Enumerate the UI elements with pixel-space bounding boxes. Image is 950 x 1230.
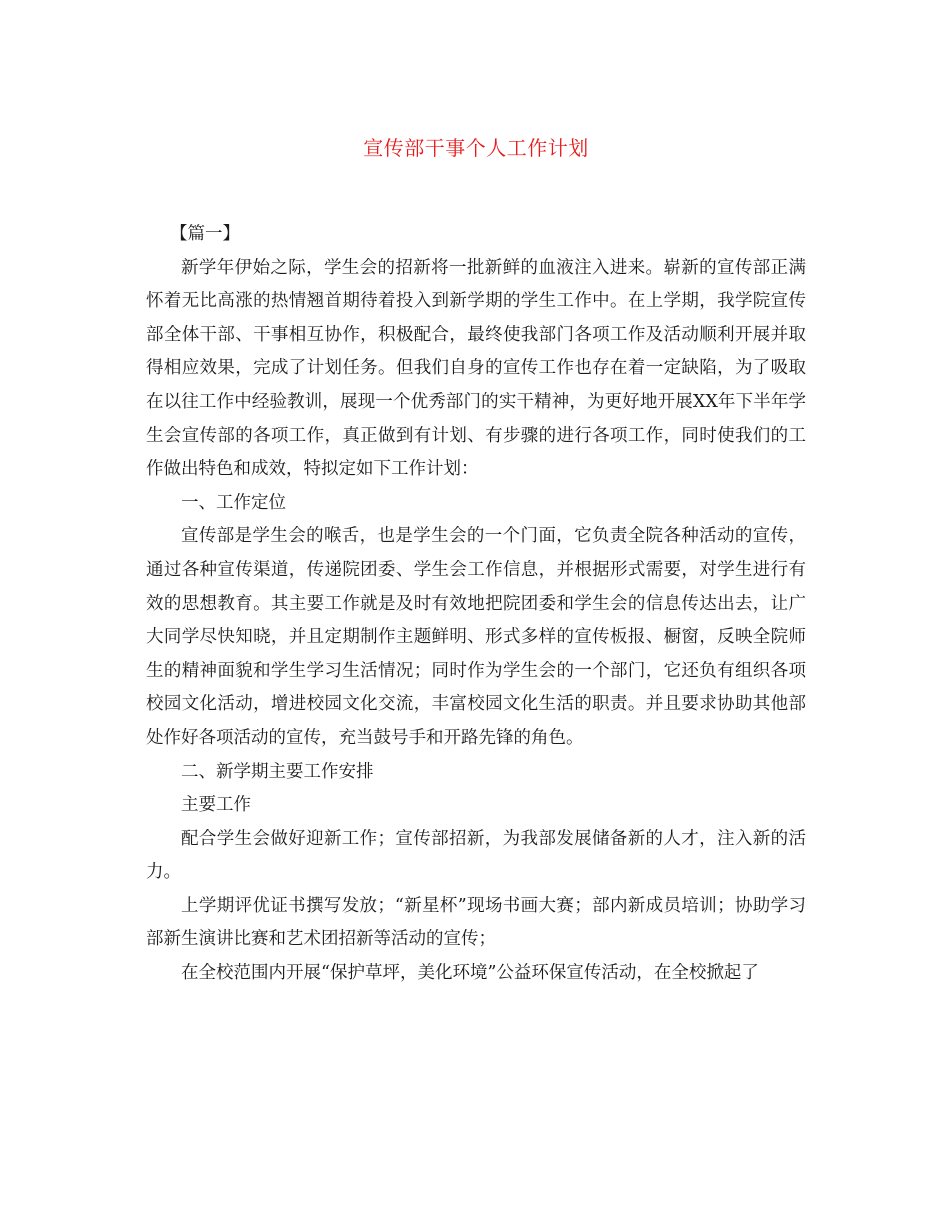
section-heading: 【篇一】 xyxy=(170,224,240,244)
paragraph: 上学期评优证书撰写发放；“新星杯”现场书画大赛；部内新成员培训；协助学习部新生演讲比赛和艺术团招新等活动的宣传； xyxy=(146,895,806,950)
paragraph: 新学年伊始之际，学生会的招新将一批新鲜的血液注入进来。崭新的宣传部正满怀着无比高涨的热情翘首期待着投入到新学期的学生工作中。在上学期，我学院宣传部全体干部、干事相互协作，积极配合，最终使我部门各项工作及活动顺利开展并取得相应效果，完成了计划任务。但我们自身的宣传工作也存在着一定缺陷，为了吸取在以往工作中经验教训，展现一个优秀部门的实干精神，为更好地开展XX年下半年学生会宣传部的各项工作，真正做到有计划、有步骤的进行各项工作，同时使我们的工作做出特色和成效，特拟定如下工作计划： xyxy=(146,257,806,480)
sub-heading: 主要工作 xyxy=(181,795,251,816)
paragraph: 配合学生会做好迎新工作；宣传部招新，为我部发展储备新的人才，注入新的活力。 xyxy=(146,828,806,883)
document-title: 宣传部干事个人工作计划 xyxy=(363,136,589,160)
section-heading: 一、工作定位 xyxy=(181,492,286,513)
paragraph: 宣传部是学生会的喉舌，也是学生会的一个门面，它负责全院各种活动的宣传，通过各种宣传渠道，传递院团委、学生会工作信息，并根据形式需要，对学生进行有效的思想教育。其主要工作就是及时有效地把院团委和学生会的信息传达出去，让广大同学尽快知晓，并且定期制作主题鲜明、形式多样的宣传板报、橱窗，反映全院师生的精神面貌和学生学习生活情况；同时作为学生会的一个部门，它还负有组织各项校园文化活动，增进校园文化交流，丰富校园文化生活的职责。并且要求协助其他部处作好各项活动的宣传，充当鼓号手和开路先锋的角色。 xyxy=(146,526,806,748)
paragraph: 在全校范围内开展“保护草坪，美化环境”公益环保宣传活动，在全校掀起了 xyxy=(181,963,759,984)
document-body xyxy=(146,218,806,991)
section-heading: 二、新学期主要工作安排 xyxy=(181,761,374,782)
